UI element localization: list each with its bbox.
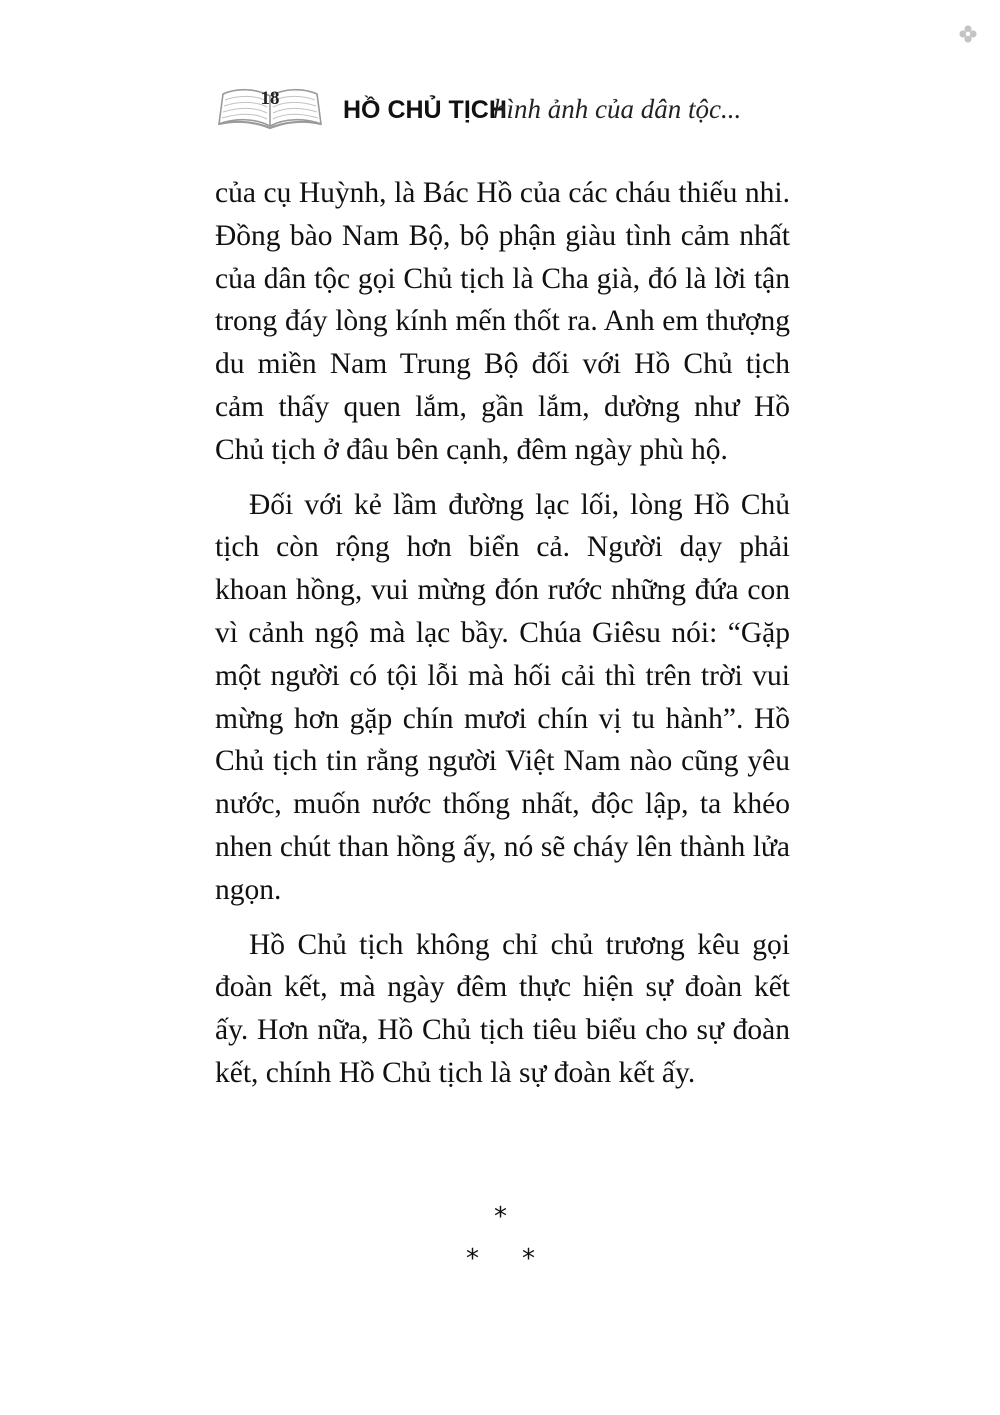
paragraph-3: Hồ Chủ tịch không chỉ chủ trương kêu gọi đoàn kết, mà ngày đêm thực hiện sự đoàn kết ấy. Hơn nữa, Hồ Chủ tịch tiêu biểu cho sự đoàn kết, chính Hồ Chủ tịch là sự đoàn kết ấy. — [215, 928, 790, 1089]
paragraph-1: của cụ Huỳnh, là Bác Hồ của các cháu thiếu nhi. Đồng bào Nam Bộ, bộ phận giàu tình cảm nhất của dân tộc gọi Chủ tịch là Cha già, đó là lời tận trong đáy lòng kính mến thốt ra. Anh em thượng du miền Nam Trung Bộ đối với Hồ Chủ tịch cảm thấy quen lắm, gần lắm, dường như Hồ Chủ tịch ở đâu bên cạnh, đêm ngày phù hộ. — [215, 177, 790, 466]
book-subtitle: hình ảnh của dân tộc... — [493, 94, 742, 124]
running-header — [215, 80, 815, 140]
page-number: 18 — [260, 88, 280, 109]
paragraph-2: Đối với kẻ lầm đường lạc lối, lòng Hồ Chủ tịch còn rộng hơn biển cả. Người dạy phải khoan hồng, vui mừng đón rước những đứa con vì cảnh ngộ mà lạc bầy. Chúa Giêsu nói: “Gặp một người có tội lỗi mà hối cải thì trên trời vui mừng hơn gặp chín mươi chín vị tu hành”. Hồ Chủ tịch tin rằng người Việt Nam nào cũng yêu nước, muốn nước thống nhất, độc lập, ta khéo nhen chút than hồng ấy, nó sẽ cháy lên thành lửa ngọn. — [215, 488, 790, 906]
asterisk-right: * — [522, 1244, 535, 1274]
section-break — [440, 1198, 560, 1278]
asterisk-top: * — [494, 1202, 507, 1232]
page-body — [215, 172, 790, 1107]
book-title: HỒ CHỦ TỊCH — [343, 96, 507, 124]
flower-ornament-icon — [958, 24, 978, 44]
asterisk-left: * — [466, 1244, 479, 1274]
